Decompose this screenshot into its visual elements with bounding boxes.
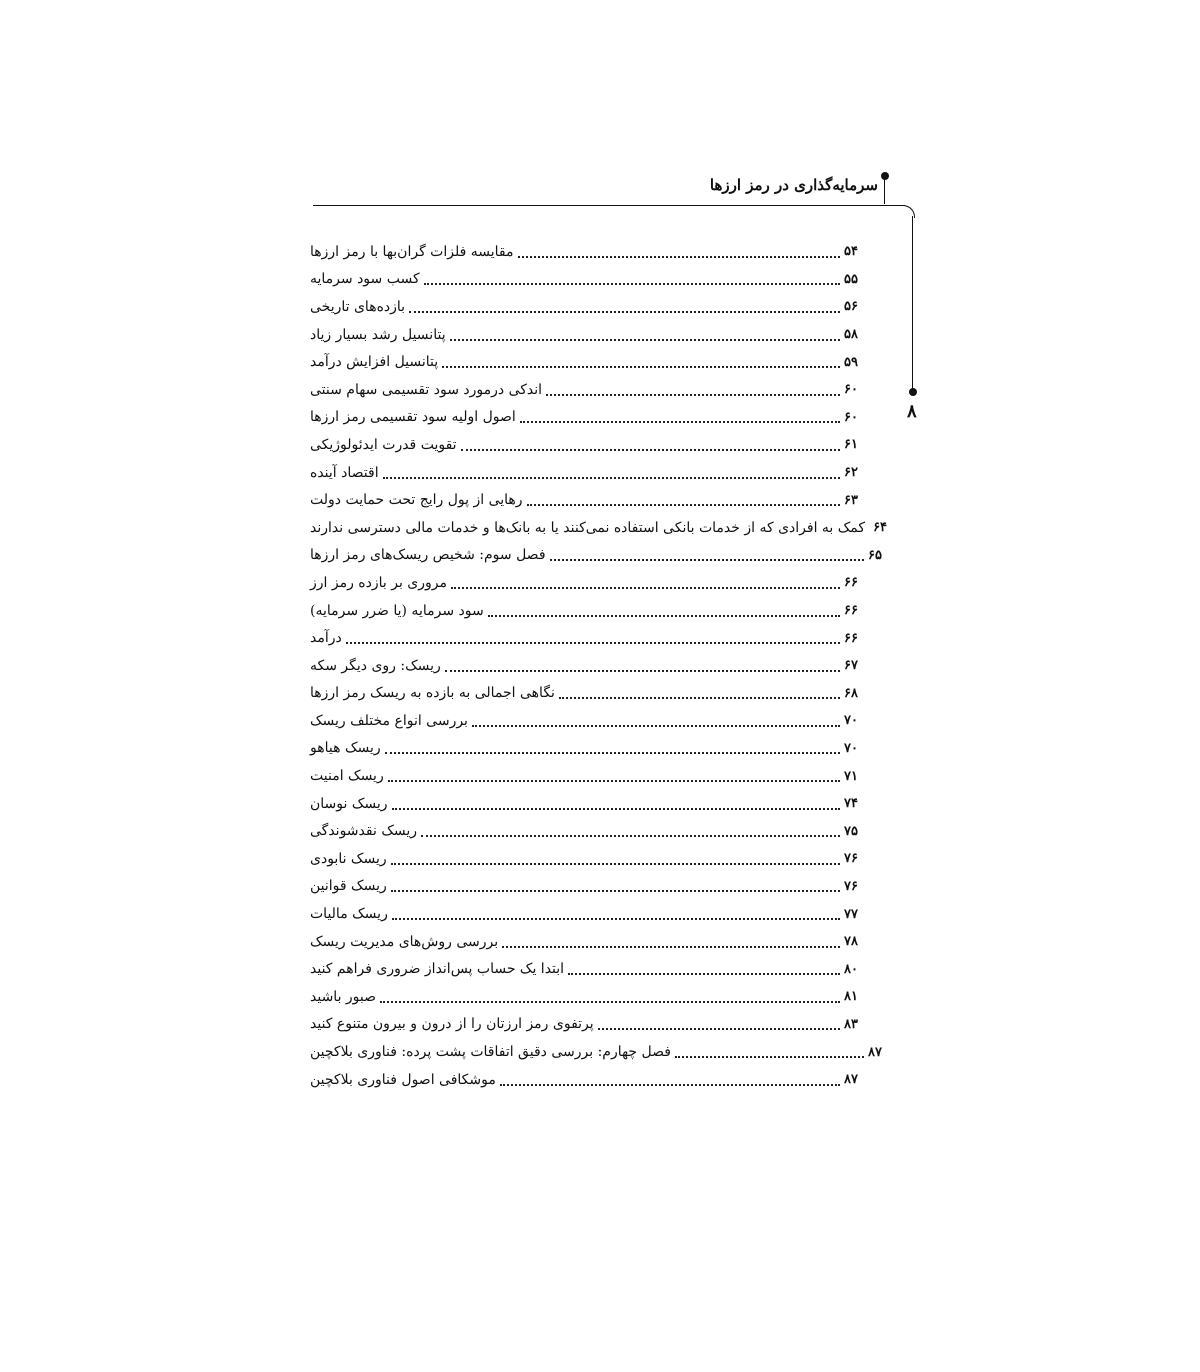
toc-entry-title: رهایی از پول رایج تحت حمایت دولت <box>310 492 523 509</box>
toc-entry-title: نگاهی اجمالی به بازده به ریسک رمز ارزها <box>310 685 555 702</box>
toc-dot-leader <box>598 1028 840 1030</box>
toc-dot-leader <box>450 339 840 341</box>
toc-dot-leader <box>546 394 840 396</box>
toc-row <box>310 873 890 901</box>
toc-entry-title: کمک به افرادی که از خدمات بانکی استفاده نمی‌کنند یا به بانک‌ها و خدمات مالی دسترسی ندارند <box>310 519 866 536</box>
toc-entry-page: ۸۱ <box>844 989 858 1005</box>
toc-entry-page: ۵۹ <box>844 354 858 370</box>
toc-row <box>310 790 890 818</box>
toc-entry-page: ۷۷ <box>844 906 858 922</box>
toc-row <box>310 404 890 432</box>
toc-dot-leader <box>391 863 840 865</box>
toc-dot-leader <box>527 504 840 506</box>
toc-entry-title: ابتدا یک حساب پس‌انداز ضروری فراهم کنید <box>310 961 565 978</box>
toc-row <box>310 266 890 294</box>
toc-entry-title: اندکی درمورد سود تقسیمی سهام سنتی <box>310 381 543 398</box>
toc-entry-page: ۶۳ <box>844 492 858 508</box>
header-rule-corner <box>902 205 915 218</box>
toc-entry-title: درآمد <box>310 630 342 647</box>
toc-dot-leader <box>559 697 840 699</box>
toc-row <box>310 928 890 956</box>
side-rule <box>912 216 913 392</box>
toc-dot-leader <box>409 311 840 313</box>
toc-entry-page: ۶۲ <box>844 465 858 481</box>
toc-entry-title: مقایسه فلزات گران‌بها با رمز ارزها <box>310 243 514 260</box>
toc-entry-page: ۶۰ <box>844 382 858 398</box>
toc-entry-title: ریسک: روی دیگر سکه <box>310 657 441 674</box>
toc-dot-leader <box>472 725 840 727</box>
toc-entry-title: سود سرمایه (یا ضرر سرمایه) <box>310 602 484 619</box>
toc-entry-title: صبور باشید <box>310 988 377 1005</box>
toc-chapter-row <box>310 1038 890 1066</box>
toc-entry-title: کسب سود سرمایه <box>310 271 420 288</box>
toc-dot-leader <box>488 615 840 617</box>
toc-entry-page: ۷۱ <box>844 768 858 784</box>
toc-dot-leader <box>392 918 840 920</box>
toc-entry-page: ۸۷ <box>868 1044 882 1060</box>
toc-dot-leader <box>502 946 840 948</box>
toc-entry-page: ۶۶ <box>844 603 858 619</box>
toc-entry-title: ریسک امنیت <box>310 768 384 785</box>
header-title: سرمایه‌گذاری در رمز ارزها <box>709 176 878 194</box>
toc-row <box>310 762 890 790</box>
toc-entry-page: ۷۰ <box>844 713 858 729</box>
toc-row <box>310 459 890 487</box>
toc-row <box>310 900 890 928</box>
toc-row <box>310 955 890 983</box>
toc-dot-leader <box>550 559 864 561</box>
toc-entry-title: تقویت قدرت ایدئولوژیکی <box>310 436 457 453</box>
toc-dot-leader <box>518 256 841 258</box>
toc-entry-title: بررسی روش‌های مدیریت ریسک <box>310 933 499 950</box>
toc-row <box>310 569 890 597</box>
toc-row <box>310 817 890 845</box>
toc-entry-page: ۶۶ <box>844 575 858 591</box>
toc-dot-leader <box>568 973 840 975</box>
toc-row <box>310 514 890 542</box>
toc-entry-page: ۶۰ <box>844 409 858 425</box>
toc-row <box>310 680 890 708</box>
toc-entry-title: پرتفوی رمز ارزتان را از درون و بیرون متنوع کنید <box>310 1016 594 1033</box>
toc-dot-leader <box>346 642 840 644</box>
toc-entry-title: ریسک نقدشوندگی <box>310 823 417 840</box>
toc-entry-page: ۵۴ <box>844 244 858 260</box>
toc-entry-title: ریسک نوسان <box>310 795 388 812</box>
toc-row <box>310 376 890 404</box>
toc-row <box>310 597 890 625</box>
toc-entry-page: ۷۶ <box>844 851 858 867</box>
toc-dot-leader <box>451 587 840 589</box>
toc-entry-title: فصل سوم: شخیص ریسک‌های رمز ارزها <box>310 547 546 564</box>
side-ornament-dot <box>909 388 917 396</box>
toc-row <box>310 707 890 735</box>
toc-entry-page: ۷۶ <box>844 878 858 894</box>
toc-entry-title: پتانسیل افزایش درآمد <box>310 354 439 371</box>
toc-entry-title: ریسک مالیات <box>310 906 388 923</box>
toc-dot-leader <box>520 421 840 423</box>
toc-entry-title: فصل چهارم: بررسی دقیق اتفاقات پشت پرده: فناوری بلاکچین <box>310 1044 671 1061</box>
toc-entry-page: ۷۸ <box>844 934 858 950</box>
toc-row <box>310 735 890 763</box>
header-ornament-stem <box>884 178 885 204</box>
toc-entry-page: ۵۶ <box>844 299 858 315</box>
toc-dot-leader <box>675 1056 864 1058</box>
toc-entry-page: ۵۵ <box>844 271 858 287</box>
toc-entry-page: ۷۰ <box>844 740 858 756</box>
header-ornament-dot <box>881 172 889 180</box>
toc-dot-leader <box>421 835 840 837</box>
toc-row <box>310 983 890 1011</box>
toc-dot-leader <box>392 808 840 810</box>
toc-entry-page: ۷۴ <box>844 796 858 812</box>
toc-entry-title: بازده‌های تاریخی <box>310 298 406 315</box>
toc-row <box>310 431 890 459</box>
toc-row <box>310 348 890 376</box>
toc-entry-page: ۸۳ <box>844 1016 858 1032</box>
toc-row <box>310 624 890 652</box>
toc-dot-leader <box>380 1001 840 1003</box>
toc-row <box>310 238 890 266</box>
toc-entry-page: ۶۶ <box>844 630 858 646</box>
toc-row <box>310 652 890 680</box>
toc-dot-leader <box>391 890 840 892</box>
toc-row <box>310 321 890 349</box>
toc-row <box>310 1011 890 1039</box>
toc-chapter-row <box>310 542 890 570</box>
toc-dot-leader <box>383 477 840 479</box>
toc-entry-title: اصول اولیه سود تقسیمی رمز ارزها <box>310 409 516 426</box>
header-rule <box>313 205 905 206</box>
toc-row <box>310 845 890 873</box>
toc-row <box>310 486 890 514</box>
toc-entry-title: بررسی انواع مختلف ریسک <box>310 712 468 729</box>
toc-row <box>310 293 890 321</box>
toc-row <box>310 1066 890 1094</box>
toc-entry-page: ۶۱ <box>844 437 858 453</box>
toc-entry-page: ۸۰ <box>844 961 858 977</box>
toc-dot-leader <box>500 1084 840 1086</box>
toc-entry-page: ۸۷ <box>844 1072 858 1088</box>
toc-dot-leader <box>442 366 840 368</box>
toc-entry-page: ۵۸ <box>844 327 858 343</box>
toc-entry-title: ریسک قوانین <box>310 878 387 895</box>
toc-entry-title: مروری بر بازده رمز ارز <box>310 574 448 591</box>
toc-entry-title: موشکافی اصول فناوری بلاکچین <box>310 1071 496 1088</box>
table-of-contents <box>310 238 890 1093</box>
toc-entry-page: ۶۸ <box>844 685 858 701</box>
toc-dot-leader <box>388 780 840 782</box>
page-number: ۸ <box>907 401 917 422</box>
toc-entry-page: ۶۵ <box>868 547 882 563</box>
toc-entry-title: ریسک نابودی <box>310 850 387 867</box>
toc-dot-leader <box>385 752 840 754</box>
toc-entry-title: اقتصاد آینده <box>310 464 379 481</box>
toc-entry-title: پتانسیل رشد بسیار زیاد <box>310 326 446 343</box>
toc-entry-title: ریسک هیاهو <box>310 740 381 757</box>
toc-entry-page: ۶۴ <box>873 520 888 536</box>
toc-entry-page: ۷۵ <box>844 823 858 839</box>
toc-entry-page: ۶۷ <box>844 658 858 674</box>
toc-dot-leader <box>424 283 840 285</box>
toc-dot-leader <box>461 449 840 451</box>
toc-dot-leader <box>445 670 840 672</box>
